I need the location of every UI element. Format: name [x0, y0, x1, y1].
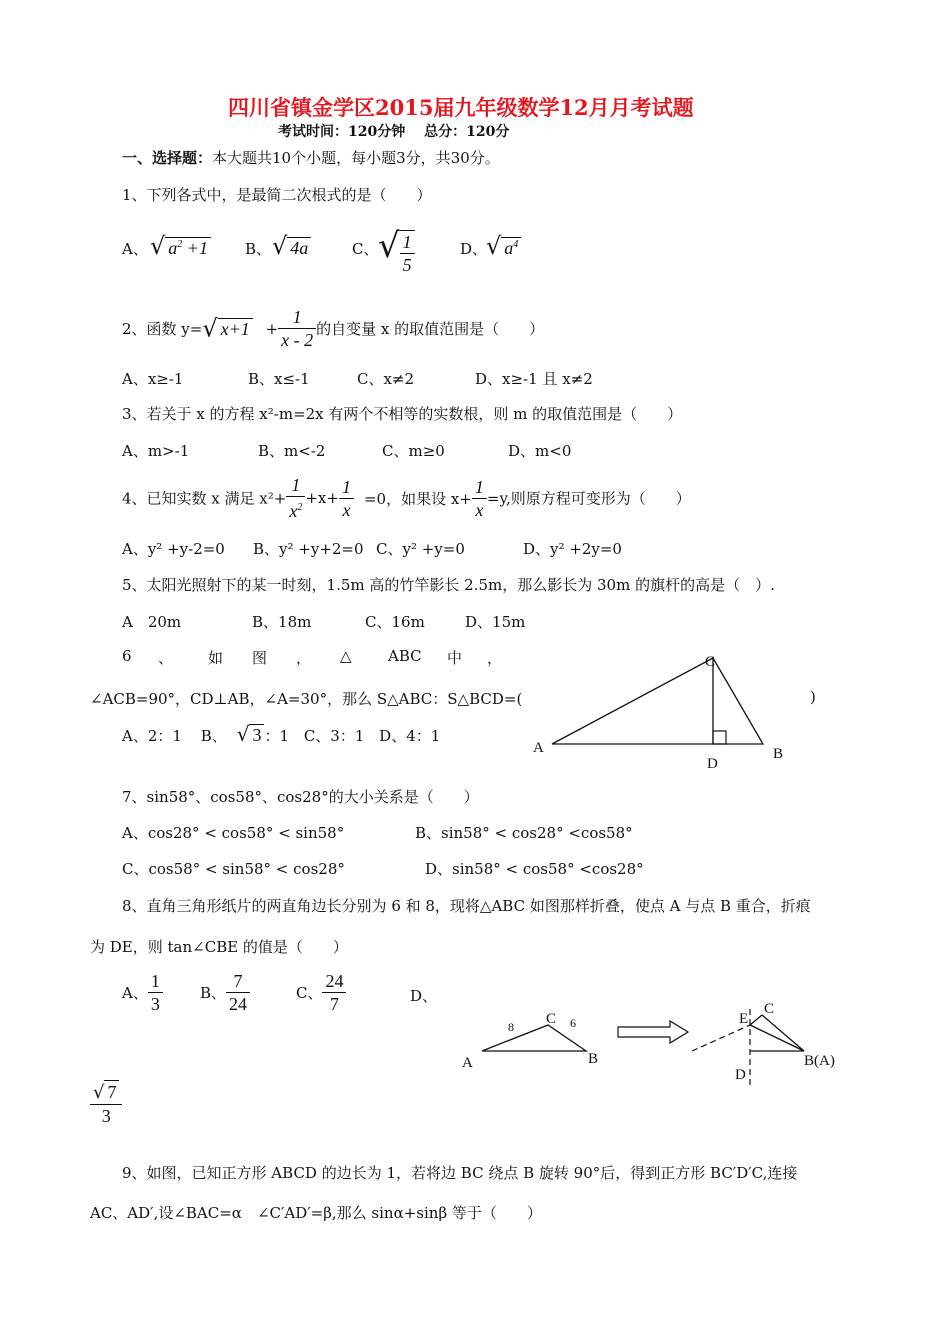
question-9-line2: AC、AD′,设∠BAC=α ∠C′AD′=β,那么 sinα+sinβ 等于（ ）: [90, 1204, 542, 1222]
question-7-option-a: A、cos28° < cos58° < sin58°: [122, 824, 345, 842]
fraction-denominator: x: [475, 499, 484, 520]
side-length-8: 8: [508, 1020, 514, 1034]
option-label: A、: [122, 240, 148, 258]
question-3-stem: 3、若关于 x 的方程 x²-m=2x 有两个不相等的实数根，则 m 的取值范围是（ ）: [122, 405, 683, 423]
triangle-abc: [552, 658, 763, 744]
q1-b-radical: √ 4a: [272, 232, 311, 260]
option-a: A、2：1: [122, 727, 182, 745]
question-4-option-c: C、y² +y=0: [376, 540, 465, 558]
question-8-option-b: [200, 970, 250, 1015]
option-label: B、: [200, 984, 227, 1002]
question-6-line2: ∠ACB=90°，CD⊥AB，∠A=30°，那么 S△ABC：S△BCD=(: [90, 690, 523, 708]
label-c2: C: [764, 1001, 775, 1017]
question-6-options: A、2：1 B、 √ 3 ：1 C、3：1 D、4：1: [122, 722, 441, 746]
question-7-option-b: B、sin58° < cos28° <cos58°: [415, 824, 633, 842]
q6-triangle-figure: [525, 650, 800, 775]
question-8-option-c: [296, 970, 346, 1015]
question-6-line1-part: ，: [487, 649, 503, 667]
fraction-denominator: x - 2: [281, 330, 314, 350]
option-label: C、: [296, 984, 323, 1002]
right-angle-mark: [713, 731, 726, 744]
q4-suffix: =y,则原方程可变形为（ ）: [486, 489, 691, 508]
fraction-numerator: 1: [148, 970, 163, 993]
fraction-denominator: 24: [229, 994, 248, 1014]
question-6-line1-part: 图: [252, 649, 268, 667]
exam-info: 考试时间：120分钟 总分：120分: [278, 124, 510, 140]
fraction-denominator: x: [289, 501, 298, 521]
question-6-line1-part: 中: [447, 649, 463, 667]
question-3-option-b: B、m<-2: [258, 442, 326, 460]
question-2-option-d: D、x≥-1 且 x≠2: [475, 370, 593, 388]
question-4-stem: 4、已知实数 x 满足 x²+ $\frac{1}{x^2}$ +x+ $\frac{1}{x}$ =0，如果设 x+ $\frac{1}{x}$ =y,则原方程可变形为（ ）: [122, 475, 691, 521]
q2-radicand: x+1: [218, 318, 253, 340]
option-label: A、: [122, 984, 148, 1002]
fraction-numerator: 1: [472, 476, 487, 499]
label-c: C: [705, 654, 716, 670]
option-d: D、4：1: [379, 727, 441, 745]
fraction-numerator: 1: [286, 474, 305, 497]
fraction-numerator: 1: [339, 476, 354, 499]
question-5-option-b: B、18m: [252, 613, 312, 631]
label-d: D: [735, 1067, 746, 1083]
question-4-option-d: D、y² +2y=0: [523, 540, 622, 558]
question-8-line1: 8、直角三角形纸片的两直角边长分别为 6 和 8，现将△ABC 如图那样折叠，使点 A 与点 B 重合，折痕: [122, 897, 811, 915]
question-6-line1-part: 如: [208, 649, 224, 667]
fraction-numerator: 24: [322, 970, 346, 993]
option-b-radicand: 3: [249, 724, 264, 746]
label-b-a: B(A): [804, 1053, 835, 1069]
section-desc: 本大题共10个小题，每小题3分，共30分。: [212, 149, 500, 167]
q1-d-radical: √ $a^4$: [486, 232, 521, 260]
question-9-line1: 9、如图，已知正方形 ABCD 的边长为 1，若将边 BC 绕点 B 旋转 90°后，得到正方形 BC′D′C,连接: [122, 1164, 798, 1182]
radicand: a: [504, 238, 514, 258]
fraction-denominator: 3: [150, 994, 160, 1014]
label-d: D: [707, 756, 718, 772]
fraction-denominator: 3: [101, 1106, 111, 1126]
q2-plus: +: [265, 319, 279, 338]
fraction-denominator: 5: [402, 255, 412, 275]
q4-mid: +x+: [305, 489, 339, 507]
q8-folding-figure: [450, 1001, 850, 1090]
question-7-option-d: D、sin58° < cos58° <cos28°: [425, 860, 644, 878]
question-6-line1-part: △: [340, 647, 352, 665]
question-8-option-a: [122, 970, 163, 1015]
question-5-option-c: C、16m: [365, 613, 425, 631]
edge-eb: [750, 1025, 804, 1051]
fraction-denominator: 7: [329, 994, 339, 1014]
question-8-option-d: D、: [410, 987, 438, 1005]
question-1-option-b: B、: [245, 240, 272, 258]
section-label: 一、选择题：: [122, 149, 213, 167]
question-4-option-b: B、y² +y+2=0: [253, 540, 364, 558]
question-2-stem: 2、函数 y=√ x+1 + $\frac{1}{x - 2}$ 的自变量 x 的取值范围是（ ）: [122, 307, 545, 350]
question-1-option-a: [122, 238, 148, 259]
option-c: C、3：1: [303, 727, 365, 745]
question-5-option-a: A 20m: [122, 613, 182, 631]
fraction-numerator: 1: [400, 231, 415, 254]
question-1-option-d: D、: [460, 240, 488, 258]
question-2-option-a: A、x≥-1: [122, 370, 184, 388]
option-b-label: B、: [200, 727, 227, 745]
question-3-option-c: C、m≥0: [382, 442, 445, 460]
arrow-icon: [618, 1021, 688, 1043]
question-6-line1-part: ，: [296, 649, 312, 667]
page-title: 四川省镇金学区2015届九年级数学12月月考试题: [228, 95, 694, 120]
question-4-option-a: A、y² +y-2=0: [122, 540, 225, 558]
label-a: A: [533, 740, 544, 756]
edge-ec: [750, 1015, 762, 1025]
q8-d-value: $\frac{√ 7}{3}$: [90, 1080, 122, 1127]
question-6-line1-part: ABC: [388, 647, 422, 665]
question-3-option-d: D、m<0: [508, 442, 572, 460]
q1-c-radical: √ $\frac{1}{5}$: [378, 226, 415, 276]
label-c: C: [546, 1011, 557, 1027]
fraction-numerator: 7: [226, 970, 250, 993]
question-6-line1-part: 6: [122, 647, 132, 665]
label-b: B: [588, 1051, 599, 1067]
question-8-line2: 为 DE，则 tan∠CBE 的值是（ ）: [90, 938, 348, 956]
radicand: 4a: [287, 237, 311, 259]
q4-prefix: 4、已知实数 x 满足 x²+: [122, 489, 287, 508]
question-5-stem: 5、太阳光照射下的某一时刻，1.5m 高的竹竿影长 2.5m，那么影长为 30m 的旗杆的高是（ ）.: [122, 576, 775, 594]
option-b-ratio: ：1: [264, 727, 290, 745]
question-7-stem: 7、sin58°、cos58°、cos28°的大小关系是（ ）: [122, 788, 479, 806]
question-5-option-d: D、15m: [465, 613, 526, 631]
question-3-option-a: A、m>-1: [122, 442, 190, 460]
section-heading: [122, 147, 500, 168]
q2-prefix: 2、函数 y=: [122, 320, 203, 338]
question-2-option-c: C、x≠2: [357, 370, 415, 388]
q1-a-radical: √ $a^2 +1$: [150, 232, 211, 260]
question-6-close-paren: ): [810, 688, 816, 706]
label-b: B: [773, 746, 784, 762]
folded-edge-dashed: [692, 1025, 750, 1051]
fraction-numerator: 1: [278, 306, 316, 329]
label-e: E: [739, 1011, 749, 1027]
side-length-6: 6: [570, 1016, 576, 1030]
fraction-denominator: x: [342, 499, 351, 520]
question-1-option-c: C、: [352, 240, 379, 258]
label-a: A: [462, 1055, 473, 1071]
question-2-option-b: B、x≤-1: [248, 370, 310, 388]
question-6-line1-part: 、: [158, 649, 174, 667]
edge-cb: [762, 1015, 804, 1051]
q4-mid2: =0，如果设 x+: [363, 489, 472, 508]
radicand: 7: [104, 1080, 119, 1103]
question-1-stem: 1、下列各式中，是最简二次根式的是（ ）: [122, 186, 432, 204]
question-7-option-c: C、cos58° < sin58° < cos28°: [122, 860, 345, 878]
radicand: a: [168, 238, 178, 258]
q2-suffix: 的自变量 x 的取值范围是（ ）: [316, 320, 545, 338]
